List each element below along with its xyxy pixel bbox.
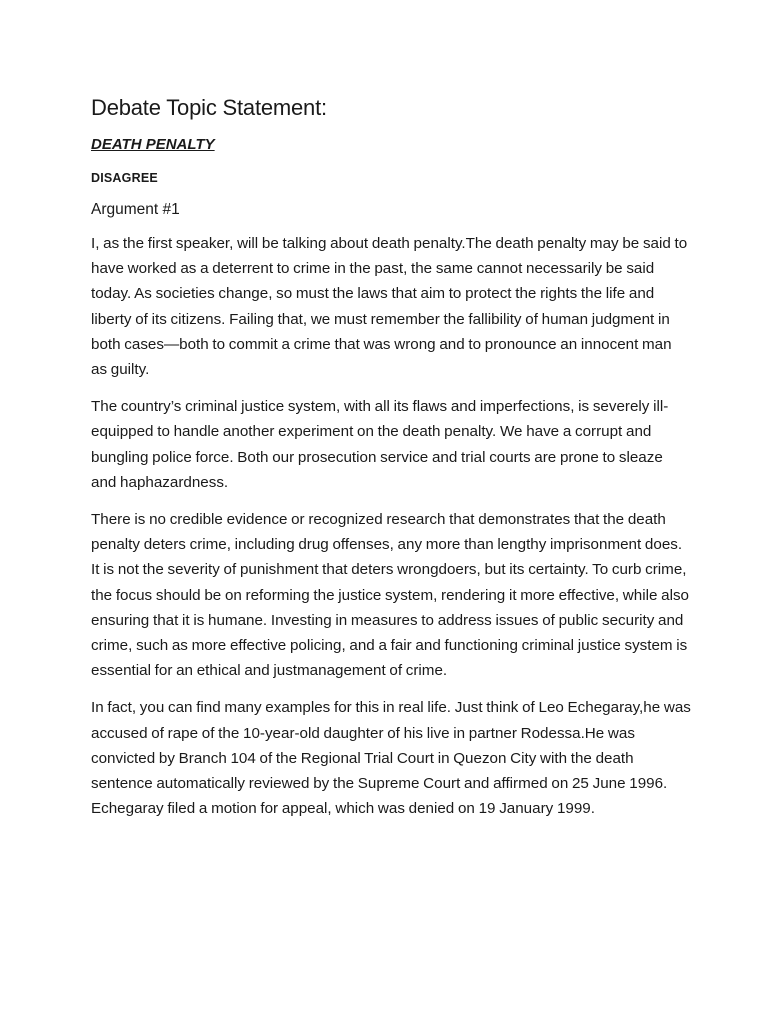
paragraph-4: In fact, you can find many examples for this in real life. Just think of Leo Echegaray,he was accused of rape of the 10-year-old daughter of his live in partner Rodessa.He was convicted by Branch 104 of the Regional Trial Court in Quezon City with the death sentence automatically reviewed by the Supreme Court and affirmed on 25 June 1996. Echegaray filed a motion for appeal, which was denied on 19 January 1999.	[91, 699, 691, 818]
argument-heading: Argument #1	[91, 201, 180, 218]
stance-label: DISAGREE	[91, 171, 158, 185]
document-title: Debate Topic Statement:	[91, 95, 327, 120]
paragraph-2: The country’s criminal justice system, with all its flaws and imperfections, is severely ill-equipped to handle another experiment on the death penalty. We have a corrupt and bungling police force. Both our prosecution service and trial courts are prone to sleaze and haphazardness.	[91, 398, 669, 491]
debate-topic: DEATH PENALTY	[91, 136, 215, 153]
paragraph-3: There is no credible evidence or recognized research that demonstrates that the death penalty deters crime, including drug offenses, any more than lengthy imprisonment does. It is not the severity of punishment that deters wrongdoers, but its certainty. To curb crime, the focus should be on reforming the justice system, rendering it more effective, while also ensuring that it is humane. Investing in measures to address issues of public security and crime, such as more effective policing, and a fair and functioning criminal justice system is essential for an ethical and justmanagement of crime.	[91, 511, 689, 680]
paragraph-1: I, as the first speaker, will be talking about death penalty.The death penalty may be said to have worked as a deterrent to crime in the past, the same cannot necessarily be said today. As societies change, so must the laws that aim to protect the rights the life and liberty of its citizens. Failing that, we must remember the fallibility of human judgment in both cases—both to commit a crime that was wrong and to pronounce an innocent man as guilty.	[91, 235, 688, 379]
document-page	[91, 93, 691, 833]
